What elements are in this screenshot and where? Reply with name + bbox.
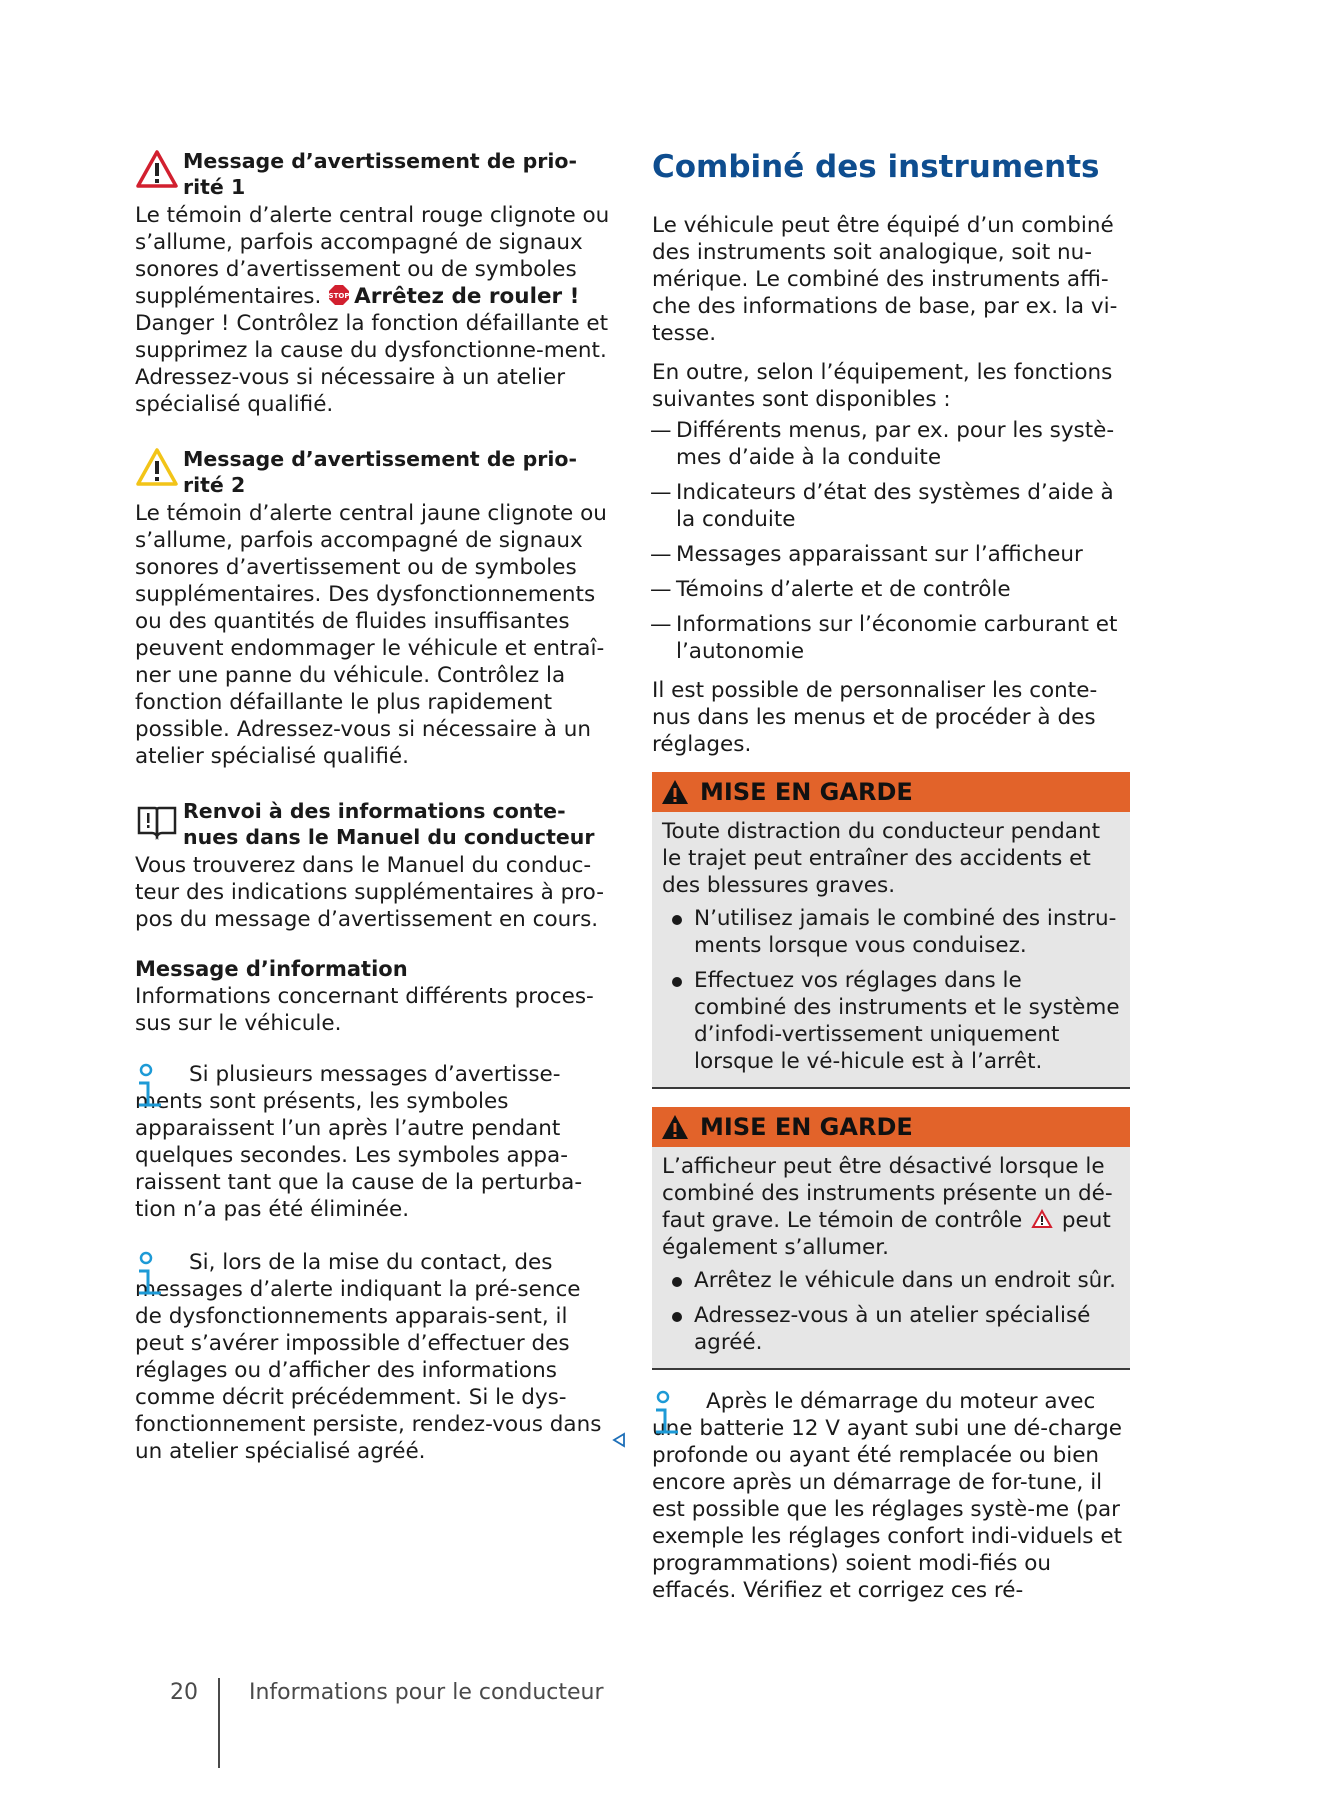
list-item: — Informations sur l’économie carburant et l’autonomie (652, 611, 1130, 665)
info-icon (135, 1251, 165, 1299)
priority2-title: Message d’avertissement de prio-rité 2 (183, 447, 577, 497)
manual-ref-section (135, 798, 613, 933)
priority2-heading (135, 446, 613, 498)
warning-triangle-icon (660, 778, 690, 806)
info-icon (652, 1390, 682, 1438)
stop-sign-icon (328, 284, 350, 306)
info-icon (135, 1063, 165, 1111)
info-message-title: Message d’information (135, 957, 408, 981)
warning-triangle-icon (660, 1113, 690, 1141)
warning-text: Toute distraction du conducteur pendant le trajet peut entraîner des accidents et des blessures graves. (662, 819, 1100, 898)
priority1-text-before: Le témoin d’alerte central rouge clignote ou s’allume, parfois accompagné de signaux sonores d’avertissement ou de symboles supplémentaires. (135, 203, 610, 309)
open-book-icon (135, 798, 179, 842)
priority1-heading (135, 148, 613, 200)
priority1-text (135, 202, 613, 418)
info-note-1 (135, 1061, 613, 1223)
right-column (652, 148, 1130, 1630)
customize-text: Il est possible de personnaliser les conte-nus dans les menus et de procéder à des réglages. (652, 678, 1098, 757)
red-warning-triangle-icon (1031, 1209, 1053, 1229)
footer-divider (218, 1678, 220, 1768)
info-message-text: Informations concernant différents proces-sus sur le véhicule. (135, 984, 594, 1036)
priority2-text: Le témoin d’alerte central jaune clignote ou s’allume, parfois accompagné de signaux sonores d’avertissement ou de symboles supplémentaires. Des dysfonctionnements ou des quantités de fluides insuffisantes peuvent endommager le véhicule et entraî-ner une panne du véhicule. Contrôlez la fonction défaillante le plus rapidement possible. Adressez-vous si nécessaire à un atelier spécialisé qualifié. (135, 501, 607, 769)
info-note-2-text: Si, lors de la mise du contact, des messages d’alerte indiquant la pré-sence de dysfonctionnements apparais-sent, il peut s’avérer impossible d’effectuer des réglages ou d’afficher des informations comme décrit précédemment. Si le dys-fonctionnement persiste, rendez-vous dans un atelier spécialisé agréé. (135, 1250, 602, 1464)
warning-body (652, 1147, 1130, 1368)
manual-ref-text: Vous trouverez dans le Manuel du conduc-teur des indications supplémentaires à pro-pos du message d’avertissement en cours. (135, 853, 604, 932)
manual-ref-heading (135, 798, 613, 850)
warning-text (662, 1153, 1120, 1261)
info-note-3 (652, 1388, 1130, 1604)
svg-text:STOP: STOP (328, 292, 350, 300)
section-title: Combiné des instruments (652, 149, 1100, 185)
functions-intro: En outre, selon l’équipement, les fonctions suivantes sont disponibles : (652, 360, 1113, 412)
list-item: N’utilisez jamais le combiné des instru-ments lorsque vous conduisez. (662, 905, 1120, 959)
list-item: Adressez-vous à un atelier spécialisé agréé. (662, 1302, 1120, 1356)
priority1-section (135, 148, 613, 418)
warning-body (652, 812, 1130, 1087)
warning-label: MISE EN GARDE (700, 778, 913, 806)
priority1-title: Message d’avertissement de prio-rité 1 (183, 149, 577, 199)
warning-bullets (662, 1267, 1120, 1356)
list-item: — Témoins d’alerte et de contrôle (652, 576, 1130, 603)
info-note-2 (135, 1249, 613, 1465)
warning-header (652, 1107, 1130, 1147)
functions-list (652, 417, 1130, 665)
list-item: Arrêtez le véhicule dans un endroit sûr. (662, 1267, 1120, 1294)
section-end-triangle-icon (612, 1432, 626, 1448)
red-warning-triangle-icon (135, 148, 179, 192)
priority1-text-after: Danger ! Contrôlez la fonction défaillante et supprimez la cause du dysfonctionne-ment. Adressez-vous si nécessaire à un atelier spécialisé qualifié. (135, 311, 609, 417)
info-message-section (135, 955, 613, 1037)
info-note-1-text: Si plusieurs messages d’avertisse-ments sont présents, les symboles apparaissent l’un après l’autre pendant quelques secondes. Les symboles appa-raissent tant que la cause de la perturba-tion n’a pas été éliminée. (135, 1062, 583, 1222)
instrument-intro: Le véhicule peut être équipé d’un combiné des instruments soit analogique, soit nu-mérique. Le combiné des instruments affi-che des informations de base, par ex. la vi-tesse. (652, 213, 1118, 346)
info-note-3-text: Après le démarrage du moteur avec une batterie 12 V ayant subi une dé-charge profonde ou ayant été remplacée ou bien encore après un démarrage de for-tune, il est possible que les réglages systè-me (par exemple les réglages confort indi-viduels et programmations) soient modi-fiés ou effacés. Vérifiez et corrigez ces ré- (652, 1389, 1122, 1603)
manual-ref-title: Renvoi à des informations conte-nues dans le Manuel du conducteur (183, 799, 595, 849)
warning-box-1 (652, 772, 1130, 1089)
footer-section-label: Informations pour le conducteur (249, 1680, 604, 1705)
warning-text-after: peut également s’allumer. (662, 1208, 1111, 1260)
yellow-warning-triangle-icon (135, 446, 179, 490)
priority2-section (135, 446, 613, 770)
warning-header (652, 772, 1130, 812)
list-item: — Messages apparaissant sur l’afficheur (652, 541, 1130, 568)
list-item: Effectuez vos réglages dans le combiné des instruments et le système d’infodi-vertissement uniquement lorsque le vé-hicule est à l’arrêt. (662, 967, 1120, 1075)
warning-bullets (662, 905, 1120, 1075)
warning-box-2 (652, 1107, 1130, 1370)
list-item: — Indicateurs d’état des systèmes d’aide à la conduite (652, 479, 1130, 533)
page-number: 20 (170, 1680, 198, 1705)
warning-text-before: L’afficheur peut être désactivé lorsque le combiné des instruments présente un dé-faut grave. Le témoin de contrôle (662, 1154, 1113, 1233)
warning-label: MISE EN GARDE (700, 1113, 913, 1141)
list-item: — Différents menus, par ex. pour les systè-mes d’aide à la conduite (652, 417, 1130, 471)
stop-driving-label: Arrêtez de rouler ! (354, 284, 580, 309)
left-column (135, 148, 613, 1491)
